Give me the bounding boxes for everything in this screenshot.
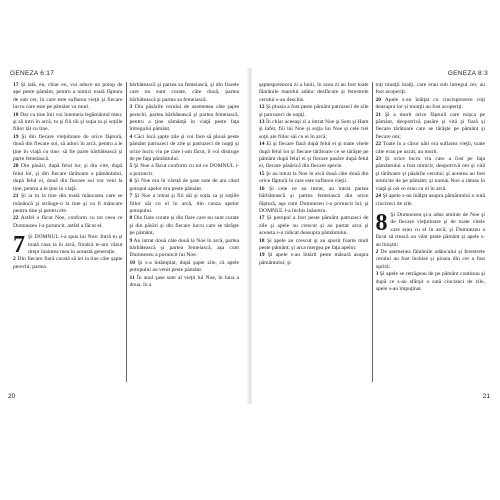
verse-number: 10 bbox=[129, 259, 136, 266]
verse bbox=[130, 104, 240, 134]
verse-text: Şi iată, eu, chiar eu, voi aduce un potop de ape peste pământ, pentru a nimici toată făptura de sub cer, în care este suflarea vieţii şi fiecare lucru care este pe pământ va muri. bbox=[13, 82, 123, 111]
verse bbox=[376, 271, 486, 293]
verse-number: 14 bbox=[259, 141, 265, 148]
verse-text: Şi apele se retrăgeau de pe pământ continuu şi după ce s-au sfârşit o sută cincizeci de zile, apele s-au împuţinat. bbox=[375, 271, 485, 292]
verse-number: 16 bbox=[259, 185, 265, 192]
column-3 bbox=[256, 82, 372, 382]
verse bbox=[130, 260, 240, 275]
verse bbox=[259, 119, 369, 141]
verse-text: Şi din fiecare vieţuitoare de orice făptură, două din fiecare soi, să aduci în arcă, pentru a le ţine în viaţă cu tine: să fie parte bărbătească şi parte femeiască. bbox=[13, 133, 123, 163]
verse-number: 3 bbox=[375, 271, 379, 278]
verse-number: 6 bbox=[129, 178, 133, 185]
verse-number: 13 bbox=[259, 119, 265, 126]
chapter-start bbox=[376, 212, 486, 293]
verse-number: 17 bbox=[259, 215, 265, 222]
verse-number: 21 bbox=[375, 111, 382, 118]
verse bbox=[13, 82, 123, 112]
verse-text: Şi apele s-au întărit peste măsură asupra pământului; şi bbox=[259, 252, 369, 266]
verse bbox=[376, 249, 486, 271]
verse-number: 7 bbox=[129, 193, 133, 200]
verse bbox=[259, 104, 369, 119]
verse-number: 18 bbox=[13, 111, 19, 118]
verse-text: Şi apele s-au înălţat asupra pământului o sută cincizeci de zile. bbox=[375, 193, 485, 207]
verse-number: 3 bbox=[129, 104, 133, 111]
verse-number: 8 bbox=[129, 215, 133, 222]
verse bbox=[259, 238, 369, 253]
verse-text: Au intrat două câte două la Noe în arcă, partea bărbătească şi partea femeiască, aşa cum Dumnezeu a poruncit lui Noe. bbox=[129, 237, 239, 259]
verse bbox=[13, 193, 123, 215]
verse-number: 11 bbox=[129, 274, 135, 281]
verse bbox=[376, 212, 486, 249]
verse bbox=[259, 171, 369, 186]
text-columns bbox=[256, 82, 488, 382]
running-head: GENEZA 6:17 bbox=[10, 70, 55, 77]
page-number: 21 bbox=[482, 393, 490, 400]
column-1 bbox=[10, 82, 126, 382]
verse bbox=[376, 156, 486, 193]
verse-number: 20 bbox=[13, 163, 19, 170]
verse-number: 18 bbox=[259, 237, 265, 244]
verse-text: Şi au intrat la Noe în arcă două câte două din orice făptură în care este suflarea vieţii. bbox=[259, 170, 369, 185]
verse bbox=[13, 234, 123, 259]
verse-text: Şi Noe era în vârstă de şase sute de ani când potopul apelor era peste pământ. bbox=[129, 178, 239, 192]
page-number: 20 bbox=[8, 393, 16, 400]
verse-text: Din păsări, după felul lor, şi din vite, după felul lor, şi din fiecare târâtoare a pământului, după felul ei, două din fiecare soi vor veni la tine, pentru a le ţine în viaţă. bbox=[13, 163, 123, 192]
verse-text: Şi a murit orice făptură care mişca pe pământ, deopotrivă pasăre şi vită şi fiară şi fiecare târâtoare care se târăşte pe pământ şi fiecare om; bbox=[375, 111, 485, 140]
verse-number: 22 bbox=[375, 141, 382, 148]
verse-number: 19 bbox=[259, 252, 265, 259]
verse-text: Şi Noe a intrat şi fiii săi şi soţia sa şi soţiile fiilor săi cu el în arcă, din cauza apelor potopului. bbox=[129, 193, 239, 214]
verse bbox=[130, 275, 240, 290]
verse-number: 20 bbox=[375, 96, 382, 103]
verse bbox=[376, 97, 486, 112]
right-page bbox=[252, 70, 492, 400]
verse-text: Şi DOMNUL i-a spus lui Noe: Intră tu şi toată casa ta în arcă, fiindcă te-am văzut drept înaintea mea în această generaţie. bbox=[28, 234, 123, 255]
verse-number: 12 bbox=[259, 104, 265, 111]
verse bbox=[13, 112, 123, 134]
chapter-start bbox=[13, 234, 123, 271]
verse bbox=[259, 215, 369, 237]
verse-number: 2 bbox=[375, 248, 379, 255]
verse-text: Şi s-a întâmplat, după şapte zile, că apele potopului au venit peste pământ. bbox=[129, 259, 239, 274]
verse-text: bărbătească şi partea sa femeiască, şi din fiarele care nu sunt curate, câte două, partea bărbătească şi partea sa femeiască. bbox=[129, 82, 239, 103]
verse-text: şaptesprezecea zi a lunii, în acea zi au fost toate fântânile marelui adânc desfăcute şi ferestrele cerului s-au deschis. bbox=[259, 82, 369, 103]
verse-text: Şi ia tu la tine din toată mâncarea care se mănâncă şi strânge-o la tine şi va fi mâncare pentru tine şi pentru ele. bbox=[13, 193, 123, 214]
verse-number: 17 bbox=[13, 82, 19, 88]
column-4 bbox=[372, 82, 489, 382]
verse-number: 4 bbox=[129, 133, 133, 140]
verse-number: 22 bbox=[13, 215, 19, 222]
verse bbox=[130, 134, 240, 164]
verse bbox=[376, 82, 486, 97]
verse-number: 9 bbox=[129, 237, 133, 244]
verse bbox=[130, 178, 240, 193]
verse-number: 23 bbox=[375, 156, 382, 163]
verse-number: 15 bbox=[259, 170, 265, 177]
verse bbox=[130, 163, 240, 178]
column-2 bbox=[126, 82, 243, 382]
verse-text: Astfel a făcut Noe, conform cu tot ceea ce Dumnezeu i-a poruncit, astfel a făcut el. bbox=[13, 215, 123, 229]
verse-number: 2 bbox=[13, 256, 16, 263]
verse bbox=[259, 186, 369, 216]
verse-text: Şi potopul a fost peste pământ patruzeci de zile şi apele au crescut şi au purtat arca şi aceasta s-a ridicat deasupra pământului. bbox=[259, 215, 369, 237]
verse-text: Din fiare curate şi din fiare care nu sunt curate şi din păsări şi din fiecare lucru care se târăşte pe pământ, bbox=[129, 215, 239, 237]
verse-text: Şi orice lucru viu care a fost pe faţa pământului a fost nimicit, deopotrivă om şi vită şi târâtoare şi păsările cerului; şi acestea au fost nimicite de pe pământ; şi numai Noe a rămas în viaţă şi cei ce erau cu el în arcă. bbox=[375, 156, 485, 192]
verse bbox=[13, 256, 123, 271]
verse-text: Şi apele au crescut şi au sporit foarte mult peste pământ; şi arca mergea pe faţa apelor. bbox=[259, 237, 369, 251]
verse bbox=[13, 215, 123, 230]
verse-number: 24 bbox=[375, 193, 382, 200]
verse bbox=[259, 141, 369, 171]
verse bbox=[376, 112, 486, 142]
verse-text: În chiar aceeaşi zi a intrat Noe şi Sem şi Ham şi Iafet, fiii lui Noe şi soţia lui Noe şi cele trei soţii ale fiilor săi cu ei în arcă; bbox=[259, 119, 369, 140]
verse-text: Şi Dumnezeu şi-a adus aminte de Noe şi de fiecare vieţuitoare şi de toate vitele care erau cu el în arcă; şi Dumnezeu a făcut să treacă un vânt peste pământ şi apele s-au liniştit; bbox=[375, 211, 485, 248]
verse bbox=[376, 141, 486, 156]
chapter-number: 7 bbox=[13, 234, 25, 259]
verse bbox=[130, 215, 240, 237]
verse-text: Dar cu tine îmi voi întemeia legământul meu; şi să intri în arcă, tu şi fiii tăi şi soţia ta şi soţiile fiilor tăi cu tine. bbox=[13, 111, 123, 133]
verse-text: Ei şi fiecare fiară după felul ei şi toate vitele după felul lor şi fiecare târâtoare ce se târăşte pe pământ după felul ei şi fiecare pasăre după felul ei, fiecare păsărică din fiecare specie. bbox=[259, 141, 369, 170]
verse-text: Din fiecare fiară curată să iei la tine câte şapte perechi, partea bbox=[13, 256, 123, 270]
verse bbox=[130, 193, 240, 215]
verse bbox=[13, 134, 123, 164]
verse-text: Şi Noe a făcut conform cu tot ce DOMNUL i-a poruncit. bbox=[129, 163, 239, 177]
verse-text: În anul şase sute al vieţii lui Noe, în luna a doua, în a bbox=[129, 274, 239, 288]
verse bbox=[259, 252, 369, 267]
verse bbox=[130, 238, 240, 260]
verse-text: De asemenea fântânile adâncului şi ferestrele cerului au fost închise şi ploaia din cer a fost oprită; bbox=[375, 248, 485, 270]
chapter-number: 8 bbox=[375, 211, 388, 236]
verse-text: Toate în a căror nări era suflarea vieţii, toate câte erau pe uscat, au murit. bbox=[375, 141, 485, 155]
text-columns bbox=[10, 82, 242, 382]
verse-text: Şi cele ce au intrat, au intrat partea bărbătească şi partea femeiască din orice făptură, aşa cum Dumnezeu i-a poruncit lui; şi DOMNUL l-a închis înăuntru. bbox=[259, 185, 369, 214]
verse-text: Şi ploaia a fost peste pământ patruzeci de zile şi patruzeci de nopţi. bbox=[259, 104, 369, 118]
verse-text: Din păsările cerului de asemenea câte şapte perechi, partea bărbătească şi partea femeiască, pentru a ţine sămânţă în viaţă peste faţa întregului pământ. bbox=[129, 104, 240, 133]
verse-text: Căci încă şapte zile şi voi face să plouă peste pământ patruzeci de zile şi patruzeci de nopţi şi orice lucru viu pe care l-am făcut, îl voi distruge de pe faţa pământului. bbox=[129, 133, 239, 163]
verse bbox=[13, 163, 123, 193]
verse-text: toţi munţii înalţi, care erau sub întregul cer, au fost acoperiţi. bbox=[375, 82, 485, 96]
verse bbox=[130, 82, 240, 104]
left-page bbox=[6, 70, 246, 400]
verse bbox=[259, 82, 369, 104]
verse-number: 21 bbox=[13, 193, 19, 200]
verse bbox=[376, 193, 486, 208]
verse-number: 19 bbox=[13, 133, 19, 140]
verse-text: Apele s-au înălţat cu cincisprezece coţi deasupra lor şi munţii au fost acoperiţi. bbox=[375, 96, 485, 111]
running-head: GENEZA 8:3 bbox=[447, 70, 488, 77]
verse-number: 5 bbox=[129, 163, 133, 170]
